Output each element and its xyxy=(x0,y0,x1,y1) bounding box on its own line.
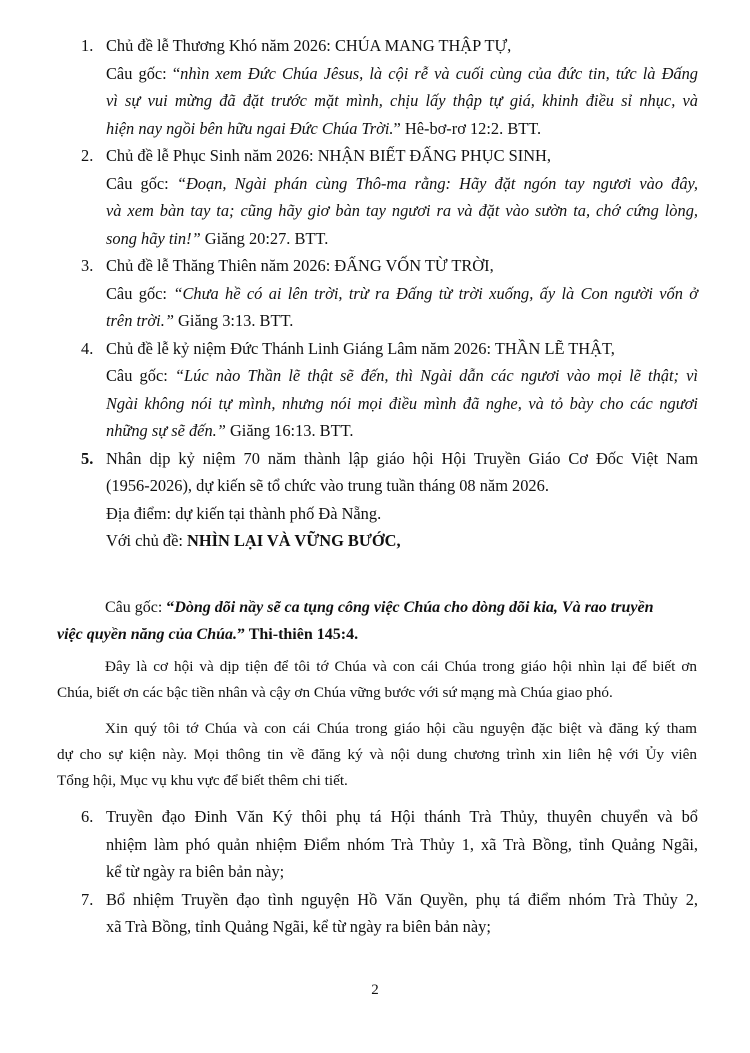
item-title: Chủ đề lễ kỷ niệm Đức Thánh Linh Giáng Lâm năm 2026: THẦN LẼ THẬT, xyxy=(106,338,615,358)
paragraph-line: Đây là cơ hội và dịp tiện để tôi tớ Chúa và con cái Chúa trong giáo hội nhìn lại để biết ơn xyxy=(105,658,697,675)
verse-text: “Đoạn, Ngài phán cùng Thô-ma rằng: Hãy đặt ngón tay ngươi vào đây, xyxy=(176,173,698,193)
verse-text: việc quyền năng của Chúa. xyxy=(57,626,238,643)
verse-text: song hãy tin!” xyxy=(106,228,201,248)
verse-reference: Giăng 3:13. BTT. xyxy=(173,311,294,330)
item-text: (1956-2026), dự kiến sẽ tổ chức vào trung tuần tháng 08 năm 2026. xyxy=(106,476,549,495)
verse-label: Câu gốc: “ xyxy=(106,63,181,83)
list-item-2 xyxy=(78,142,698,252)
verse-text: Ngài không nói tự mình, nhưng nói mọi điều mình đã nghe, và tỏ bày cho các ngươi xyxy=(106,393,698,413)
verse-reference: Giăng 16:13. BTT. xyxy=(225,421,354,440)
item-text: Bổ nhiệm Truyền đạo tình nguyện Hồ Văn Quyền, phụ tá điểm nhóm Trà Thủy 2, xyxy=(106,889,698,909)
paragraph-gratitude xyxy=(57,654,697,706)
list-item-1 xyxy=(78,32,698,142)
location-text: Địa điểm: dự kiến tại thành phố Đà Nẵng. xyxy=(106,503,382,523)
item-number: 5. xyxy=(81,448,94,468)
item-number: 4. xyxy=(81,338,94,358)
list-item-6 xyxy=(78,803,698,886)
verse-label: Câu gốc: xyxy=(106,173,177,193)
paragraph-line: Tổng hội, Mục vụ khu vực để biết thêm chi tiết. xyxy=(57,772,348,789)
list-item-4 xyxy=(78,335,698,445)
verse-text: “Lúc nào Thần lẽ thật sẽ đến, thì Ngài dẫn các ngươi vào mọi lẽ thật; vì xyxy=(174,366,698,385)
item-title: Chủ đề lễ Thăng Thiên năm 2026: ĐẤNG VỐN TỪ TRỜI, xyxy=(106,256,494,275)
paragraph-registration xyxy=(57,716,697,794)
page-number: 2 xyxy=(371,982,379,998)
verse-label: Câu gốc: xyxy=(105,599,167,616)
verse-text: vì sự vui mừng đã đặt trước mặt mình, chịu lấy thập tự giá, khinh điều sỉ nhục, và xyxy=(106,91,698,110)
verse-text: nhìn xem Đức Chúa Jêsus, là cội rễ và cuối cùng của đức tin, tức là Đấng xyxy=(180,63,698,83)
item-number: 1. xyxy=(81,36,94,55)
theme-value: NHÌN LẠI VÀ VỮNG BƯỚC, xyxy=(187,531,401,550)
item-text: xã Trà Bồng, tỉnh Quảng Ngãi, kể từ ngày ra biên bản này; xyxy=(106,917,491,936)
verse-block xyxy=(57,594,697,648)
theme-label: Với chủ đề: xyxy=(106,531,188,550)
verse-label: Câu gốc: xyxy=(106,283,174,303)
verse-text: và xem bàn tay ta; cũng hãy giơ bàn tay ngươi ra và đặt vào sườn ta, chớ cứng lòng, xyxy=(106,201,698,220)
list-item-3 xyxy=(78,252,698,335)
open-quote: “ xyxy=(166,599,175,616)
item-text: Truyền đạo Đinh Văn Ký thôi phụ tá Hội thánh Trà Thủy, thuyên chuyển và bổ xyxy=(106,807,698,826)
list-item-5 xyxy=(78,445,698,555)
verse-text: “Chưa hề có ai lên trời, trừ ra Đấng từ trời xuống, ấy là Con người vốn ở xyxy=(173,283,698,303)
verse-reference: Giăng 20:27. BTT. xyxy=(200,228,329,248)
item-number: 3. xyxy=(81,256,94,275)
paragraph-line: dự cho sự kiện này. Mọi thông tin về đăng ký và nội dung chương trình xin liên hệ với Ủy viên xyxy=(57,746,697,763)
verse-text: hiện nay ngồi bên hữu ngai Đức Chúa Trời. xyxy=(106,118,394,138)
verse-text: Dòng dõi nầy sẽ ca tụng công việc Chúa cho dòng dõi kia, Và rao truyền xyxy=(174,599,654,616)
item-number: 6. xyxy=(81,807,94,826)
item-number: 2. xyxy=(81,146,94,165)
verse-label: Câu gốc: xyxy=(106,366,175,385)
list-item-7 xyxy=(78,886,698,941)
item-text: kể từ ngày ra biên bản này; xyxy=(106,862,285,881)
item-title: Chủ đề lễ Phục Sinh năm 2026: NHẬN BIẾT ĐẤNG PHỤC SINH, xyxy=(106,146,551,165)
verse-reference: ” Hê-bơ-rơ 12:2. BTT. xyxy=(393,118,542,138)
verse-text: những sự sẽ đến.” xyxy=(106,421,226,440)
item-title: Chủ đề lễ Thương Khó năm 2026: CHÚA MANG THẬP TỰ, xyxy=(106,36,512,55)
paragraph-line: Chúa, biết ơn các bậc tiền nhân và cậy ơn Chúa vững bước với sứ mạng mà Chúa giao phó. xyxy=(57,684,613,701)
announcement-list-top xyxy=(78,32,698,555)
announcement-list-bottom xyxy=(78,803,698,941)
item-text: Nhân dịp kỷ niệm 70 năm thành lập giáo hội Hội Truyền Giáo Cơ Đốc Việt Nam xyxy=(106,448,698,468)
item-text: nhiệm làm phó quản nhiệm Điểm nhóm Trà Thủy 1, xã Trà Bồng, tỉnh Quảng Ngãi, xyxy=(106,834,698,854)
item-number: 7. xyxy=(81,889,94,909)
verse-reference: ” Thi-thiên 145:4. xyxy=(237,626,359,643)
verse-text: trên trời.” xyxy=(106,311,174,330)
paragraph-line: Xin quý tôi tớ Chúa và con cái Chúa trong giáo hội cầu nguyện đặc biệt và đăng ký tham xyxy=(105,720,697,737)
